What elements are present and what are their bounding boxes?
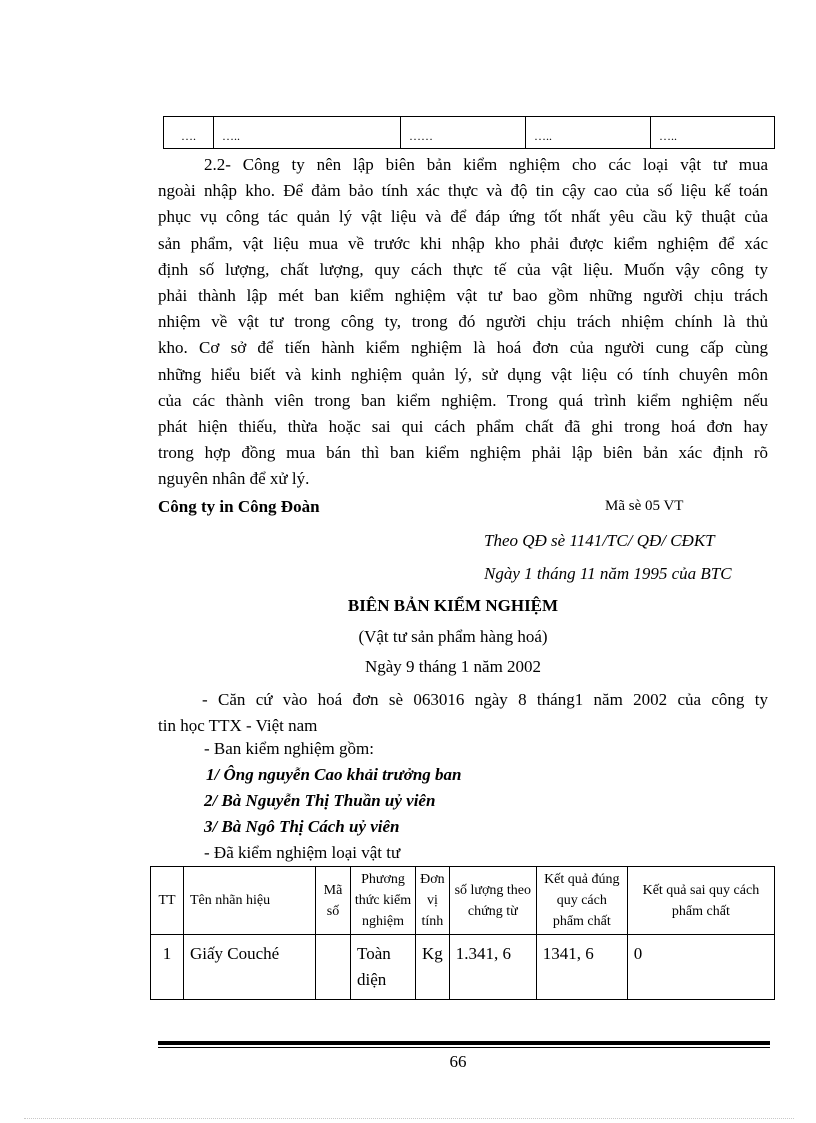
document-date: Ngày 9 tháng 1 năm 2002	[364, 657, 542, 676]
footer-rule	[158, 1041, 770, 1045]
checked-label: - Đã kiểm nghiệm loại vật tư	[204, 843, 401, 862]
document-title: BIÊN BẢN KIỂM NGHIỆM	[347, 596, 559, 615]
paragraph-line: của các thành viên trong ban kiểm nghiệm. Trong quá trình kiểm nghiệm nếu	[158, 390, 768, 410]
header-qty-ok: Kết quả đúng quy cách phẩm chất	[536, 867, 627, 935]
paragraph-line: sản phẩm, vật liệu mua về trước khi nhập kho phải được kiểm nghiệm để xác	[158, 233, 768, 253]
table-cell: ….	[164, 117, 214, 149]
cell-name: Giấy Couché	[184, 935, 316, 1000]
committee-member: 2/ Bà Nguyễn Thị Thuần uỷ viên	[204, 791, 436, 810]
page-boundary	[24, 1118, 794, 1119]
table-cell: …..	[526, 117, 651, 149]
table-row	[151, 935, 775, 1000]
cell-qty-ok: 1341, 6	[536, 935, 627, 1000]
cell-tt: 1	[151, 935, 184, 1000]
paragraph-line: nhiệm về vật tư trong công ty, trong đó người chịu trách nhiệm chính là thủ	[158, 312, 768, 332]
decision-reference: Theo QĐ sè 1141/TC/ QĐ/ CĐKT	[484, 531, 715, 550]
document-subtitle: (Vật tư sản phẩm hàng hoá)	[358, 627, 548, 646]
header-tt: TT	[151, 867, 184, 935]
committee-label: - Ban kiểm nghiệm gồm:	[204, 739, 374, 758]
company-name: Công ty in Công Đoàn	[158, 497, 320, 516]
paragraph-line: kho. Cơ sở để tiến hành kiểm nghiệm là hoá đơn của người cung cấp cùng	[158, 338, 768, 358]
header-unit: Đơn vị tính	[416, 867, 450, 935]
header-method: Phương thức kiểm nghiệm	[351, 867, 416, 935]
paragraph-line: phục vụ công tác quản lý vật liệu và để đáp ứng tốt nhất yêu cầu kỹ thuật của	[158, 207, 768, 227]
continuation-table	[163, 116, 775, 149]
body-paragraph	[158, 152, 768, 492]
paragraph-line: ngoài nhập kho. Để đảm bảo tính xác thực và độ tin cậy cao của số liệu kế toán	[158, 181, 768, 201]
footer-rule-thin	[158, 1047, 770, 1048]
page-number: 66	[449, 1052, 467, 1071]
paragraph-line: nguyên nhân để xử lý.	[158, 469, 310, 489]
basis-line: tin học TTX - Việt nam	[158, 716, 318, 735]
cell-method: Toàn diện	[351, 935, 416, 1000]
form-code: Mã sè 05 VT	[605, 498, 684, 514]
table-row	[164, 117, 775, 149]
cell-unit: Kg	[416, 935, 450, 1000]
table-header-row	[151, 867, 775, 935]
paragraph-line: định số lượng, chất lượng, quy cách thực tế của vật liệu. Muốn vậy công ty	[158, 259, 768, 279]
basis-text	[158, 687, 768, 739]
committee-member: 3/ Bà Ngô Thị Cách uỷ viên	[204, 817, 400, 836]
decision-date: Ngày 1 tháng 11 năm 1995 của BTC	[484, 564, 732, 583]
paragraph-line: phải thành lập mét ban kiểm nghiệm vật tư bao gồm những người chịu trách	[158, 285, 768, 305]
header-qty-bad: Kết quả sai quy cách phẩm chất	[627, 867, 774, 935]
paragraph-line: trong hợp đồng mua bán thì ban kiểm nghiệm phải lập biên bản xác định rõ	[158, 443, 768, 463]
table-cell: …..	[214, 117, 401, 149]
inspection-table	[150, 866, 775, 1000]
paragraph-line: 2.2- Công ty nên lập biên bản kiểm nghiệm cho các loại vật tư mua	[204, 155, 768, 174]
header-code: Mã số	[316, 867, 351, 935]
cell-qty-doc: 1.341, 6	[449, 935, 536, 1000]
paragraph-line: những hiểu biết và kinh nghiệm quản lý, sử dụng vật liệu có tính chuyên môn	[158, 364, 768, 384]
header-name: Tên nhãn hiệu	[184, 867, 316, 935]
paragraph-line: phát hiện thiếu, thừa hoặc sai qui cách phẩm chất đã ghi trong hoá đơn hay	[158, 416, 768, 436]
cell-code	[316, 935, 351, 1000]
table-cell: ……	[401, 117, 526, 149]
table-cell: …..	[651, 117, 775, 149]
cell-qty-bad: 0	[627, 935, 774, 1000]
basis-line: - Căn cứ vào hoá đơn sè 063016 ngày 8 tháng1 năm 2002 của công ty	[202, 690, 768, 709]
header-qty-doc: số lượng theo chứng từ	[449, 867, 536, 935]
committee-member: 1/ Ông nguyễn Cao khải trưởng ban	[206, 765, 462, 784]
